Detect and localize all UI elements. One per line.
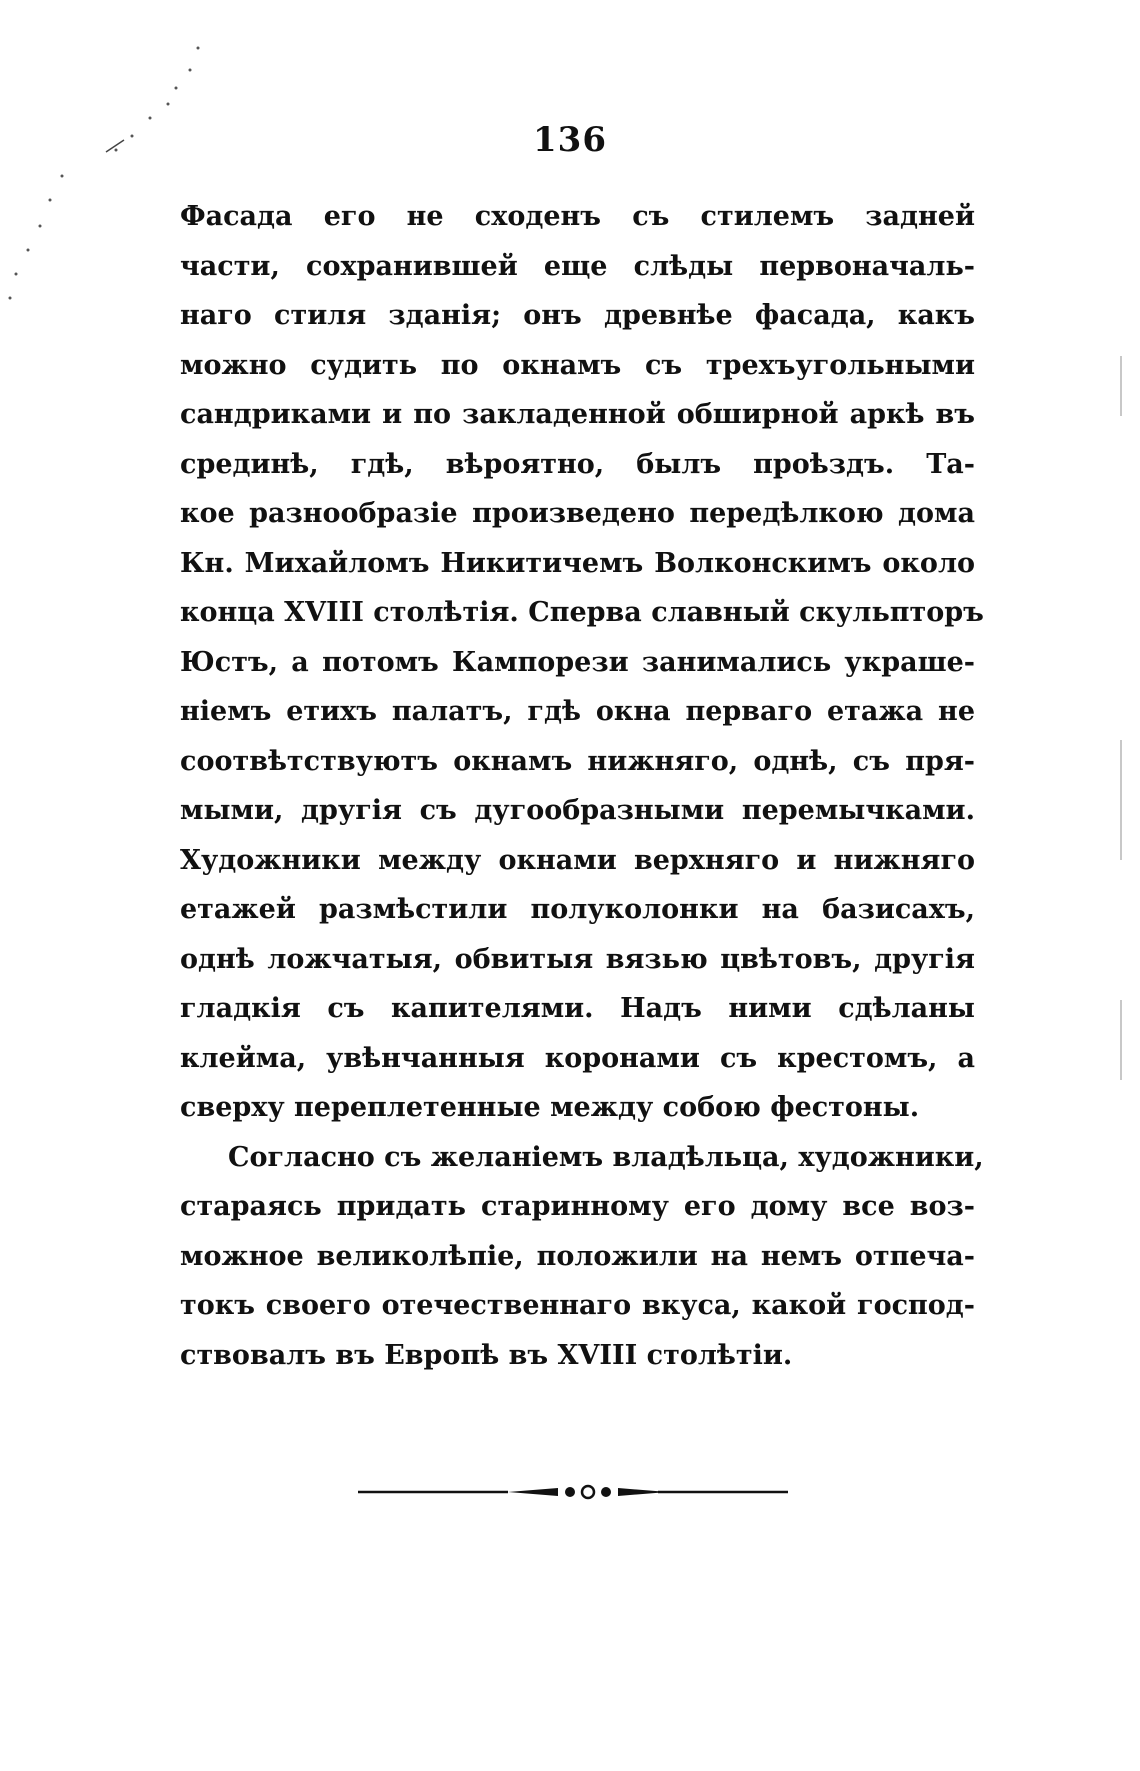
text-line: кое разнообразіе произведено передѣлкою дома (180, 498, 975, 529)
text-line: стараясь придать старинному его дому все воз- (180, 1191, 975, 1222)
text-line: Согласно съ желаніемъ владѣльца, художники, (228, 1141, 984, 1173)
page-number: 136 (533, 120, 607, 160)
text-line: токъ своего отечественнаго вкуса, какой господ- (180, 1290, 975, 1321)
text-line: мыми, другія съ дугообразными перемычками. (180, 795, 975, 826)
text-line: можное великолѣпіе, положили на немъ отпеча- (180, 1240, 975, 1272)
text-line: Художники между окнами верхняго и нижняго (180, 844, 975, 876)
margin-edge-line (1120, 356, 1122, 416)
text-line: етажей размѣстили полуколонки на базисахъ, (180, 894, 975, 925)
margin-edge-line (1120, 1000, 1122, 1080)
paragraph (180, 1133, 984, 1381)
text-line: Фасада его не сходенъ съ стилемъ задней (180, 201, 975, 232)
text-line: однѣ ложчатыя, обвитыя вязью цвѣтовъ, другія (180, 943, 975, 975)
margin-edge-line (1120, 740, 1122, 860)
text-line: сверху переплетенные между собою фестоны. (180, 1092, 920, 1123)
body-text (180, 192, 984, 1380)
text-line: наго стиля зданія; онъ древнѣе фасада, какъ (180, 300, 975, 331)
text-line: гладкія съ капителями. Надъ ними сдѣланы (180, 993, 975, 1024)
text-line: соотвѣтствуютъ окнамъ нижняго, однѣ, съ пря- (180, 745, 975, 777)
text-line: конца XVIII столѣтія. Сперва славный скульпторъ (180, 597, 984, 628)
text-line: Юстъ, а потомъ Кампорези занимались украше- (180, 646, 975, 678)
text-line: можно судить по окнамъ съ трехъугольными (180, 349, 975, 381)
paragraph (180, 192, 984, 1133)
section-end-ornament (358, 1480, 788, 1504)
text-line: ніемъ етихъ палатъ, гдѣ окна перваго етажа не (180, 696, 975, 727)
text-line: части, сохранившей еще слѣды первоначаль- (180, 250, 975, 282)
text-line: ствовалъ въ Европѣ въ XVIII столѣтіи. (180, 1339, 793, 1371)
text-line: сандриками и по закладенной обширной аркѣ въ (180, 399, 975, 430)
text-line: Кн. Михайломъ Никитичемъ Волконскимъ около (180, 547, 975, 579)
text-line: клейма, увѣнчанныя коронами съ крестомъ, а (180, 1042, 975, 1074)
text-line: срединѣ, гдѣ, вѣроятно, былъ проѣздъ. Та- (180, 448, 975, 480)
